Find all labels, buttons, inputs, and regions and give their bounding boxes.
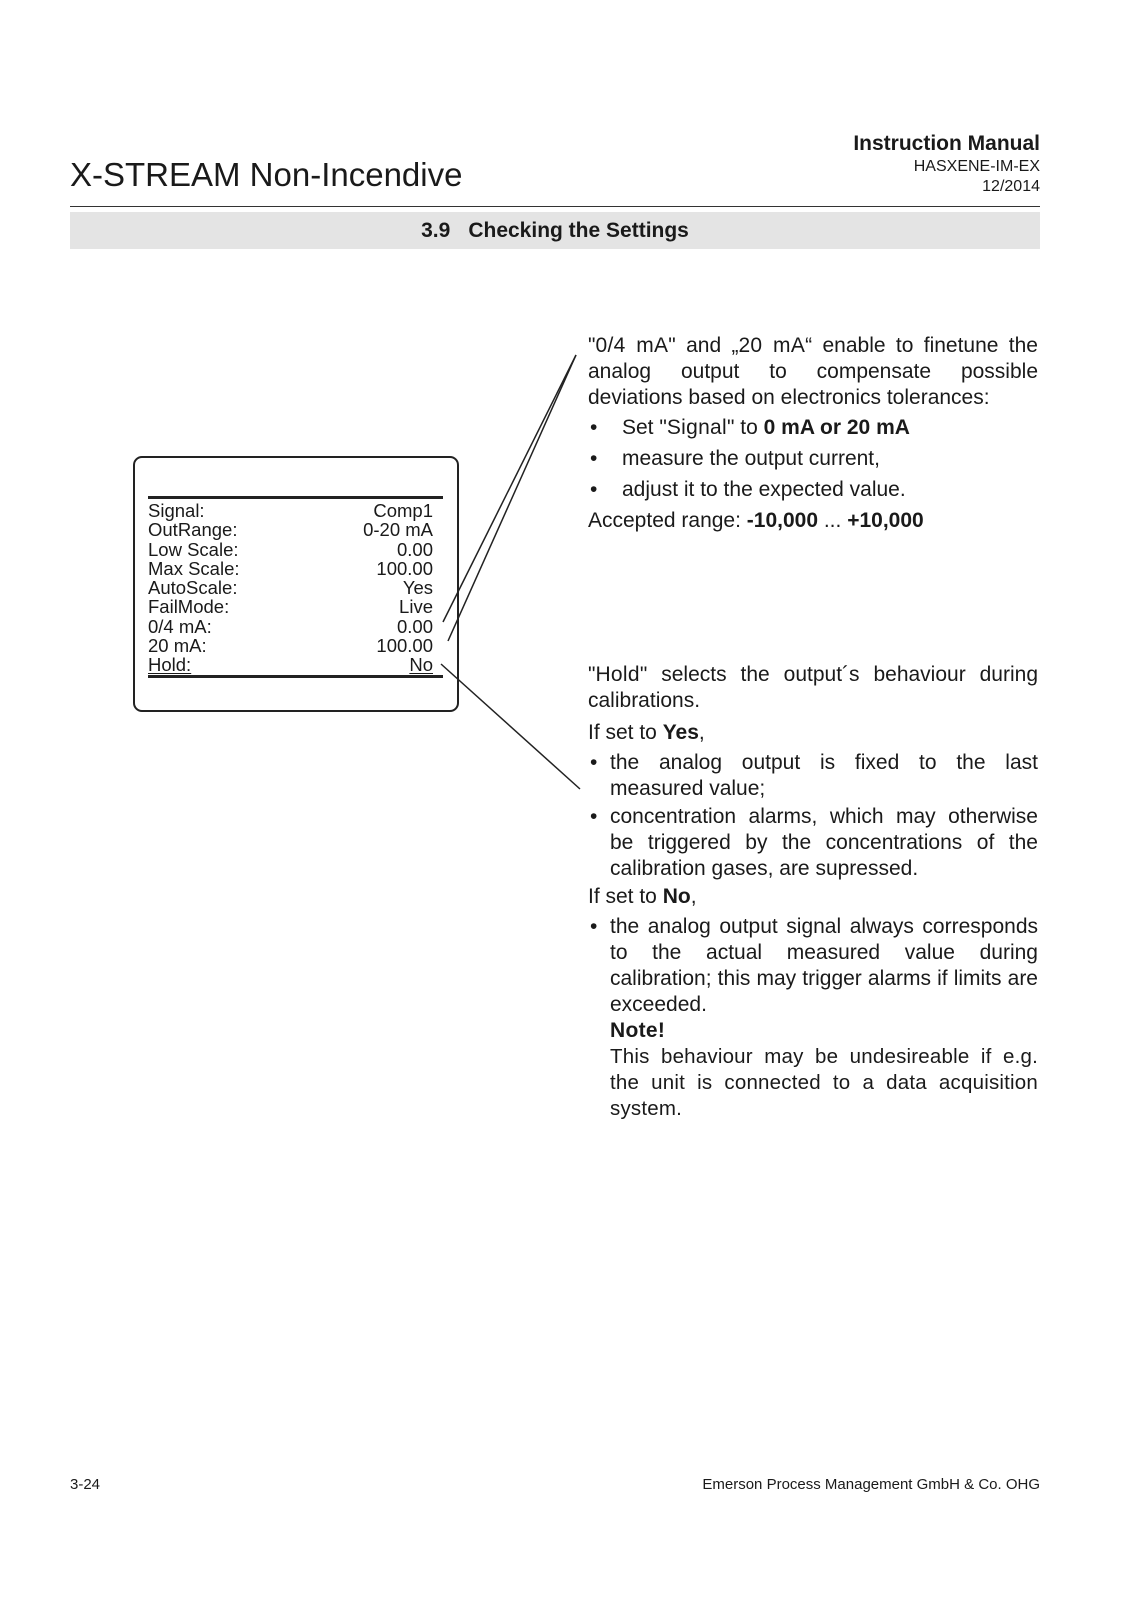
bullet-list: [588, 415, 1038, 503]
display-row-signal: [148, 501, 433, 520]
code-term: Signal: [666, 416, 727, 439]
list-item-text: • the analog output signal always corresponds to the actual measured value during calibration; this may trigger alarms if limits are exceeded.: [610, 915, 1038, 1016]
bold-text: Yes: [662, 721, 699, 744]
note-heading: Note!: [610, 1019, 666, 1042]
text-fragment: ": [588, 334, 596, 357]
display-value: 0.00: [396, 615, 433, 637]
list-item: • measure the output current,: [588, 446, 1038, 472]
text-fragment: " and „: [668, 334, 739, 357]
display-label: Max Scale:: [148, 557, 240, 579]
text-fragment: " to: [727, 416, 764, 439]
bullet-list: [588, 914, 1038, 1122]
display-label: Signal:: [148, 500, 205, 521]
list-item: [588, 914, 1038, 1122]
display-label: FailMode:: [148, 596, 230, 618]
accepted-range: [588, 508, 1038, 534]
display-value: Live: [399, 596, 433, 618]
display-row-04ma: [148, 617, 433, 636]
display-top-line: [148, 496, 443, 499]
if-no-heading: [588, 884, 1038, 910]
display-value: Comp1: [373, 500, 433, 521]
callout-paragraph: [588, 333, 1038, 411]
display-bottom-line: [148, 675, 443, 678]
code-term: Hold: [595, 663, 640, 686]
display-row-low-scale: [148, 540, 433, 559]
display-value: 0-20 mA: [363, 519, 433, 541]
display-label: Hold:: [148, 654, 192, 676]
callout-current-adjust: [588, 333, 1038, 534]
display-label: 20 mA:: [148, 635, 207, 657]
display-value: 100.00: [376, 557, 433, 579]
list-item: • concentration alarms, which may otherwise be triggered by the concentrations of the calibration gases, are supressed.: [588, 804, 1038, 882]
display-row-outrange: [148, 520, 433, 539]
if-yes-heading: [588, 720, 1038, 746]
list-item: • adjust it to the expected value.: [588, 477, 1038, 503]
text-fragment: If set to: [588, 885, 663, 908]
list-item: [588, 415, 1038, 441]
product-title: X-STREAM Non-Incendive: [70, 156, 463, 193]
display-row-max-scale: [148, 559, 433, 578]
display-label: Low Scale:: [148, 538, 239, 560]
text-fragment: ,: [690, 885, 697, 908]
callout-hold: [588, 662, 1038, 1124]
document-header: [853, 131, 1040, 197]
display-value: 100.00: [376, 635, 433, 657]
display-row-20ma: [148, 636, 433, 655]
display-label: OutRange:: [148, 519, 238, 541]
display-value: Yes: [402, 577, 433, 599]
document-date: 12/2014: [982, 178, 1040, 195]
text-fragment: “ enable to finetune the analog output to compensate possible deviations based on electronics tolerances:: [588, 334, 1038, 409]
callout-paragraph: [588, 662, 1038, 714]
display-menu: [148, 501, 433, 675]
leader-line-hold: [441, 664, 580, 789]
company-name: Emerson Process Management GmbH & Co. OHG: [702, 1476, 1040, 1493]
leader-line-20ma: [448, 355, 576, 641]
display-value: No: [409, 654, 433, 676]
display-value: 0.00: [396, 538, 433, 560]
section-number: 3.9: [421, 219, 451, 242]
section-heading: [70, 212, 1040, 249]
display-label: AutoScale:: [148, 577, 238, 599]
text-fragment: ": [588, 663, 596, 686]
text-fragment: " selects the output´s behaviour during calibrations.: [588, 663, 1038, 712]
header-rule: [70, 206, 1040, 207]
list-item: • the analog output is fixed to the last measured value;: [588, 750, 1038, 802]
leader-line-04ma: [443, 355, 576, 622]
text-fragment: ...: [818, 509, 848, 532]
display-label: 0/4 mA:: [148, 615, 212, 637]
text-fragment: Set ": [622, 416, 667, 439]
text-fragment: If set to: [588, 721, 663, 744]
text-fragment: ,: [698, 721, 705, 744]
bullet-list: [588, 750, 1038, 882]
text-fragment: Accepted range:: [588, 509, 747, 532]
display-row-hold: [148, 655, 433, 674]
bold-text: -10,000: [746, 509, 819, 532]
bold-text: 0 mA or 20 mA: [763, 416, 910, 439]
bold-text: +10,000: [847, 509, 924, 532]
code-term: 20 mA: [738, 334, 806, 357]
display-row-autoscale: [148, 578, 433, 597]
manual-label: Instruction Manual: [853, 132, 1040, 155]
note-body: This behaviour may be undesireable if e.g. the unit is connected to a data acquisition system.: [610, 1045, 1038, 1120]
bold-text: No: [662, 885, 691, 908]
page-number: 3-24: [70, 1476, 101, 1493]
document-code: HASXENE-IM-EX: [913, 158, 1040, 175]
code-term: 0/4 mA: [595, 334, 669, 357]
section-title: Checking the Settings: [468, 219, 689, 242]
display-row-failmode: [148, 597, 433, 616]
